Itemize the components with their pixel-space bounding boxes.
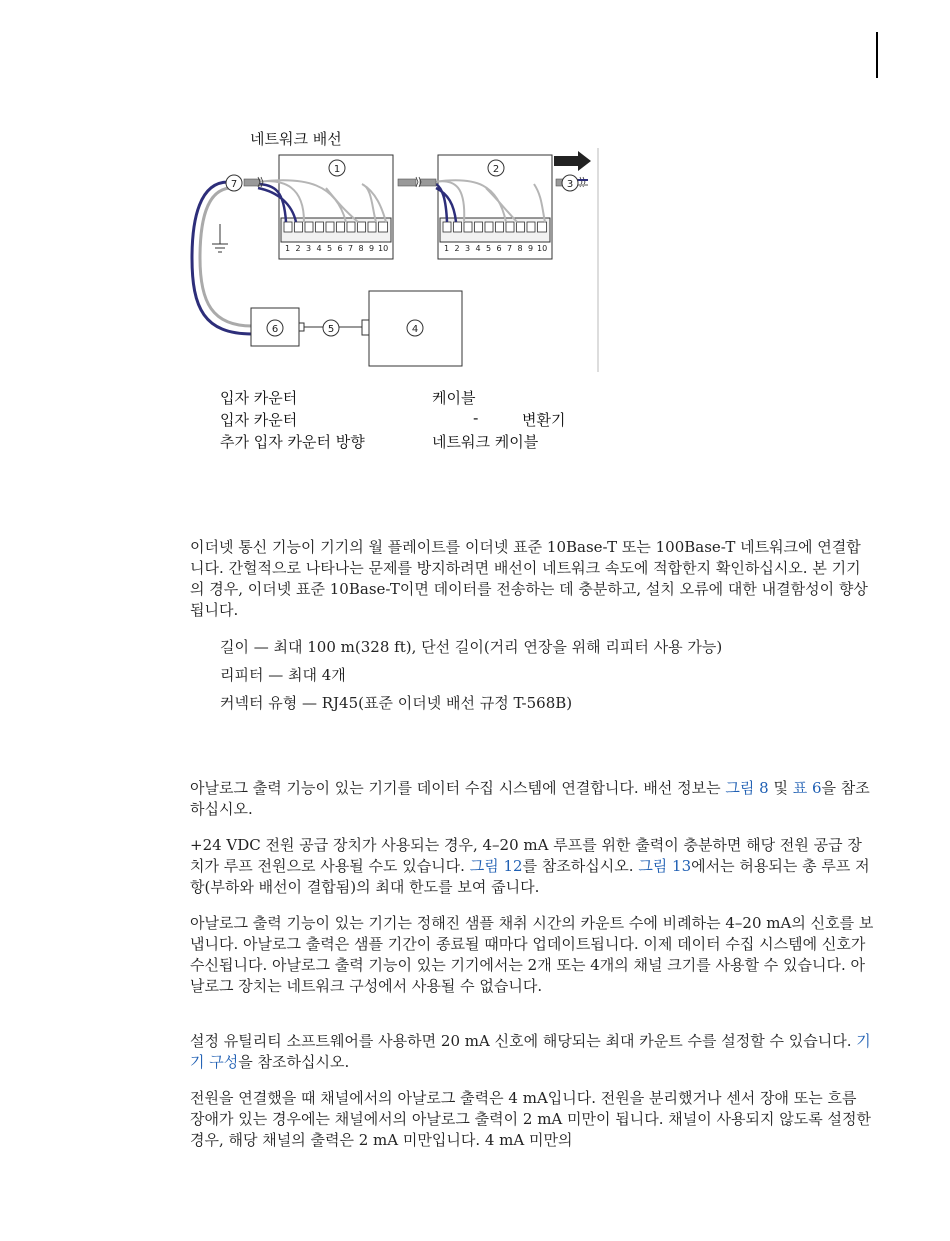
text-run: 을 참조하십시오. bbox=[238, 1053, 350, 1071]
text-run: +24 VDC 전원 공급 장치가 사용되는 경우, 4–20 mA 루프를 위한 출력이 충분하면 해당 전원 공급 장치가 루프 전원으로 사용될 수도 있습니다. bbox=[190, 836, 862, 875]
terminal-label: 10 bbox=[378, 244, 389, 253]
page-edge-marker bbox=[876, 32, 878, 78]
legend-item-4: 케이블 bbox=[432, 389, 476, 407]
device-1-terminal-labels bbox=[285, 244, 388, 253]
callout-7-label: 7 bbox=[230, 179, 238, 190]
terminal-label: 2 bbox=[454, 244, 460, 253]
analog-paragraph-3: 아날로그 출력 기능이 있는 기기는 정해진 샘플 채취 시간의 카운트 수에 비례하는 4–20 mA의 신호를 보냅니다. 아날로그 출력은 샘플 기간이 종료될 때마다 업데이트됩니다. 이제 데이터 수집 시스템에 신호가 수신됩니다. 아날로그 출력 기능이 있는 기기에서는 2개 또는 4개의 채널 크기를 사용할 수 있습니다. 아날로그 장치는 네트워크 구성에서 사용될 수 없습니다. bbox=[190, 914, 874, 995]
legend-item-6: 네트워크 케이블 bbox=[432, 433, 539, 451]
device-config-link[interactable]: 기기 구성 bbox=[190, 1032, 871, 1071]
terminal-label: 8 bbox=[358, 244, 364, 253]
terminal-label: 7 bbox=[348, 244, 354, 253]
terminal-label: 6 bbox=[337, 244, 343, 253]
text-run: 를 참조하십시오. bbox=[522, 857, 639, 875]
terminal-label: 8 bbox=[517, 244, 523, 253]
callout-6-label: 6 bbox=[271, 324, 279, 335]
callout-4-label: 4 bbox=[411, 324, 419, 335]
callout-2-label: 2 bbox=[492, 164, 500, 175]
ethernet-bullet-3: 커넥터 유형 — RJ45(표준 이더넷 배선 규정 T-568B) bbox=[220, 694, 573, 712]
terminal-label: 10 bbox=[537, 244, 548, 253]
table-6-link[interactable]: 표 6 bbox=[792, 779, 822, 797]
terminal-label: 9 bbox=[528, 244, 534, 253]
analog-paragraph-4 bbox=[190, 1031, 875, 1073]
legend-item-2: 입자 카운터 bbox=[220, 411, 298, 429]
text-run: 설정 유틸리티 소프트웨어를 사용하면 20 mA 신호에 해당되는 최대 카운트 수를 설정할 수 있습니다. bbox=[190, 1032, 857, 1050]
terminal-label: 7 bbox=[507, 244, 513, 253]
legend-item-3: 추가 입자 카운터 방향 bbox=[220, 433, 365, 451]
figure-13-link[interactable]: 그림 13 bbox=[638, 857, 692, 875]
ethernet-bullet-1: 길이 — 최대 100 m(328 ft), 단선 길이(거리 연장을 위해 리피터 사용 가능) bbox=[220, 638, 723, 656]
terminal-label: 4 bbox=[316, 244, 322, 253]
callout-5-label: 5 bbox=[327, 324, 335, 335]
terminal-label: 5 bbox=[327, 244, 333, 253]
analog-paragraph-1 bbox=[190, 778, 875, 820]
text-run: 아날로그 출력 기능이 있는 기기를 데이터 수집 시스템에 연결합니다. 배선 정보는 bbox=[190, 779, 726, 797]
terminal-label: 6 bbox=[496, 244, 502, 253]
inter-device-cable bbox=[398, 177, 436, 187]
terminal-label: 4 bbox=[475, 244, 481, 253]
callout-3-label: 3 bbox=[566, 179, 574, 190]
terminal-label: 1 bbox=[285, 244, 291, 253]
figure-12-link[interactable]: 그림 12 bbox=[469, 857, 523, 875]
device-4-port bbox=[362, 320, 369, 335]
device-6-port bbox=[299, 323, 304, 331]
terminal-label: 2 bbox=[295, 244, 301, 253]
figure-title: 네트워크 배선 bbox=[250, 130, 342, 148]
analog-paragraph-5: 전원을 연결했을 때 채널에서의 아날로그 출력은 4 mA입니다. 전원을 분리했거나 센서 장애 또는 흐름 장애가 있는 경우에는 채널에서의 아날로그 출력이 2 mA 미만이 됩니다. 채널이 사용되지 않도록 설정한 경우, 해당 채널의 출력은 2 mA 미만입니다. 4 mA 미만의 bbox=[190, 1089, 871, 1149]
legend-item-5: 변환기 bbox=[522, 411, 566, 429]
ethernet-paragraph: 이더넷 통신 기능이 기기의 월 플레이트를 이더넷 표준 10Base-T 또는 100Base-T 네트워크에 연결합니다. 간헐적으로 나타나는 문제를 방지하려면 배선이 네트워크 속도에 적합한지 확인하십시오. 본 기기의 경우, 이더넷 표준 10Base-T이면 데이터를 전송하는 데 충분하고, 설치 오류에 대한 내결함성이 향상됩니다. bbox=[190, 538, 868, 619]
legend-item-5-dash: - bbox=[473, 409, 479, 427]
terminal-label: 1 bbox=[444, 244, 450, 253]
callout-1-label: 1 bbox=[333, 164, 341, 175]
terminal-label: 3 bbox=[306, 244, 312, 253]
terminal-label: 3 bbox=[465, 244, 471, 253]
text-run: 및 bbox=[768, 779, 793, 797]
cable-loop-inner bbox=[200, 188, 252, 326]
ethernet-bullet-2: 리피터 — 최대 4개 bbox=[220, 666, 346, 684]
left-cable-connector bbox=[244, 177, 263, 187]
terminal-label: 5 bbox=[486, 244, 492, 253]
text-run: 에서는 허용되는 총 루프 저항(부하와 배선이 결합됨)의 최대 한도를 보여 줍니다. bbox=[190, 857, 870, 896]
terminal-label: 9 bbox=[369, 244, 375, 253]
network-wiring-diagram bbox=[186, 148, 606, 374]
device-2-terminal-labels bbox=[444, 244, 547, 253]
legend-item-1: 입자 카운터 bbox=[220, 389, 298, 407]
figure-8-link[interactable]: 그림 8 bbox=[725, 779, 769, 797]
ground-icon bbox=[212, 224, 228, 252]
text-run: 을 참조하십시오. bbox=[190, 779, 870, 818]
direction-arrow-icon bbox=[554, 151, 591, 171]
analog-paragraph-2 bbox=[190, 835, 875, 898]
